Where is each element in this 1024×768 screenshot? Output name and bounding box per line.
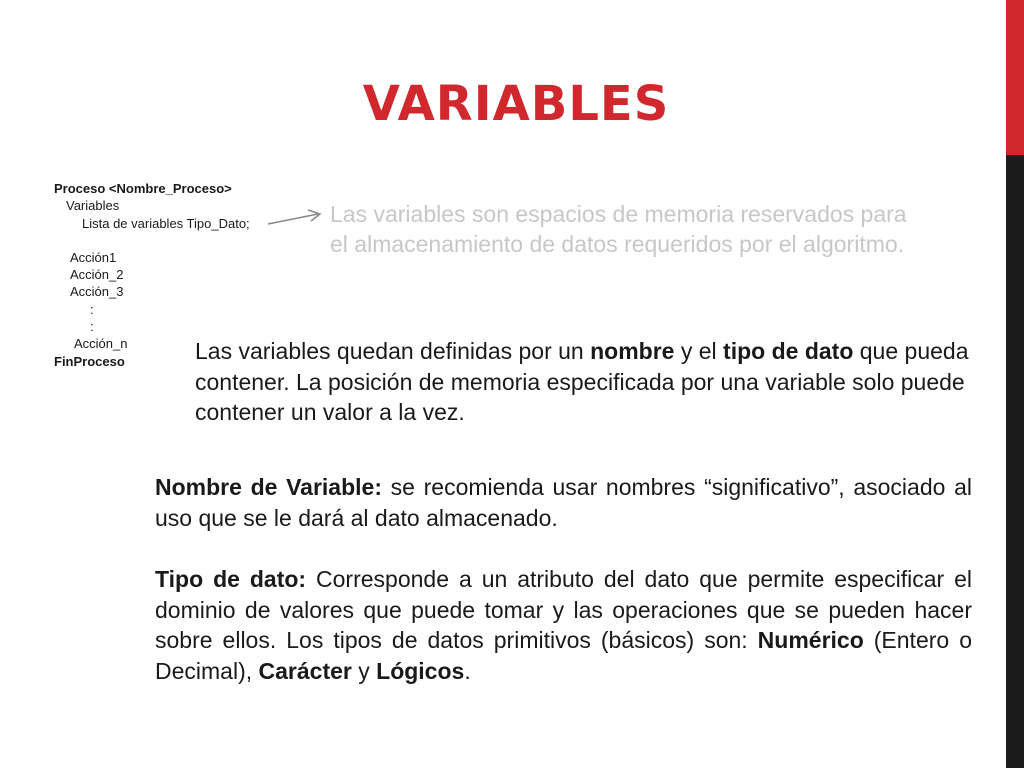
tipo-dato-text: y	[351, 657, 377, 684]
definition-text: Las variables quedan definidas por un	[195, 338, 591, 364]
definition-bold-tipo: tipo de dato	[723, 338, 854, 364]
definition-text: y el	[674, 338, 724, 364]
tipo-dato-text: (Entero o Decimal),	[155, 627, 972, 684]
tipo-caracter: Carácter	[258, 657, 352, 684]
nombre-variable-label: Nombre de Variable:	[155, 474, 382, 500]
tipo-logicos: Lógicos	[376, 657, 465, 684]
pseudo-line: Acción_2	[70, 267, 124, 283]
pseudo-line: Proceso <Nombre_Proceso>	[54, 181, 232, 196]
definition-text: que pueda contener. La posición de memoria especificada por una variable solo puede contener un valor a la vez.	[195, 338, 969, 425]
accent-bar-dark	[1006, 155, 1024, 768]
nombre-variable-paragraph	[155, 472, 972, 533]
tipo-dato-label: Tipo de dato:	[155, 566, 307, 592]
tipo-dato-paragraph	[155, 564, 972, 686]
pseudo-line: Lista de variables Tipo_Dato;	[82, 215, 250, 231]
pseudo-spacer	[54, 232, 250, 249]
arrow-icon	[266, 206, 326, 228]
pseudo-line: Variables	[66, 198, 120, 214]
pseudo-line: Acción_3	[70, 284, 124, 300]
pseudo-line: :	[90, 319, 94, 335]
definition-paragraph	[195, 336, 975, 428]
variables-note: Las variables son espacios de memoria reservados para el almacenamiento de datos requeridos por el algoritmo.	[330, 201, 907, 257]
pseudo-line: :	[90, 301, 94, 317]
slide-title: VARIABLES	[362, 76, 670, 132]
definition-bold-nombre: nombre	[590, 338, 675, 364]
tipo-dato-text: Corresponde a un atributo del dato que permite especificar el dominio de valores que puede tomar y las operaciones que se pueden hacer sobre ellos. Los tipos de datos primitivos (básicos) son:	[155, 566, 972, 653]
pseudo-line: Acción_n	[74, 336, 128, 352]
tipo-dato-text: .	[464, 657, 471, 684]
pseudo-line: Acción1	[70, 249, 117, 265]
tipo-numerico: Numérico	[757, 627, 864, 653]
pseudo-line: FinProceso	[54, 353, 125, 369]
nombre-variable-text: se recomienda usar nombres “significativo”, asociado al uso que se le dará al dato almacenado.	[155, 474, 972, 531]
